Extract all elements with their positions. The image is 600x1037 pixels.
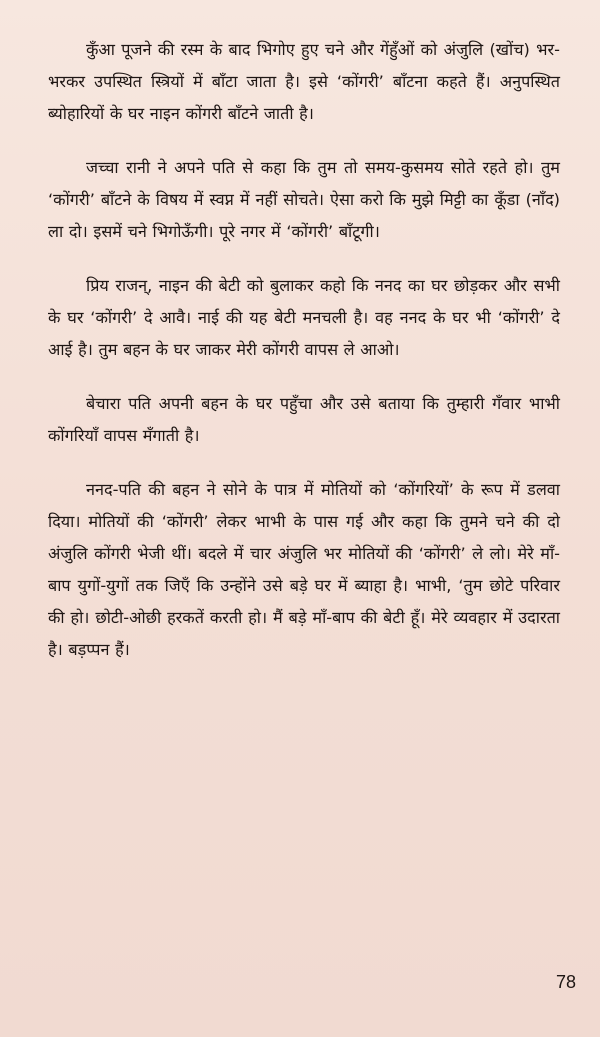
page-body (48, 34, 560, 688)
paragraph-1: कुँआ पूजने की रस्म के बाद भिगोए हुए चने और गेंहुँओं को अंजुलि (खोंच) भर-भरकर उपस्थित स्त्रियों में बाँटा जाता है। इसे ‘कोंगरी’ बाँटना कहते हैं। अनुपस्थित ब्योहारियों के घर नाइन कोंगरी बाँटने जाती है। (48, 40, 560, 123)
paragraph-5: ननद-पति की बहन ने सोने के पात्र में मोतियों को ‘कोंगरियों’ के रूप में डलवा दिया। मोतियों की ‘कोंगरी’ लेकर भाभी के पास गई और कहा कि तुमने चने की दो अंजुलि कोंगरी भेजी थीं। बदले में चार अंजुलि भर मोतियों की ‘कोंगरी’ ले लो। मेरे माँ-बाप युगों-युगों तक जिएँ कि उन्होंने उसे बड़े घर में ब्याहा है। भाभी, ‘तुम छोटे परिवार की हो। छोटी-ओछी हरकतें करती हो। मैं बड़े माँ-बाप की बेटी हूँ। मेरे व्यवहार में उदारता है। बड़प्पन हैं। (48, 480, 560, 659)
paragraph-2: जच्चा रानी ने अपने पति से कहा कि तुम तो समय-कुसमय सोते रहते हो। तुम ‘कोंगरी’ बाँटने के विषय में स्वप्न में नहीं सोचते। ऐसा करो कि मुझे मिट्टी का कूँडा (नाँद) ला दो। इसमें चने भिगोऊँगी। पूरे नगर में ‘कोंगरी’ बाँटूगी। (48, 158, 560, 241)
paragraph-3: प्रिय राजन्, नाइन की बेटी को बुलाकर कहो कि ननद का घर छोड़कर और सभी के घर ‘कोंगरी’ दे आवै। नाई की यह बेटी मनचली है। वह ननद के घर भी ‘कोंगरी’ दे आई है। तुम बहन के घर जाकर मेरी कोंगरी वापस ले आओ। (48, 276, 560, 359)
paragraph-4: बेचारा पति अपनी बहन के घर पहुँचा और उसे बताया कि तुम्हारी गँवार भाभी कोंगरियाँ वापस मँगाती है। (48, 394, 560, 445)
page-number: 78 (555, 972, 576, 992)
